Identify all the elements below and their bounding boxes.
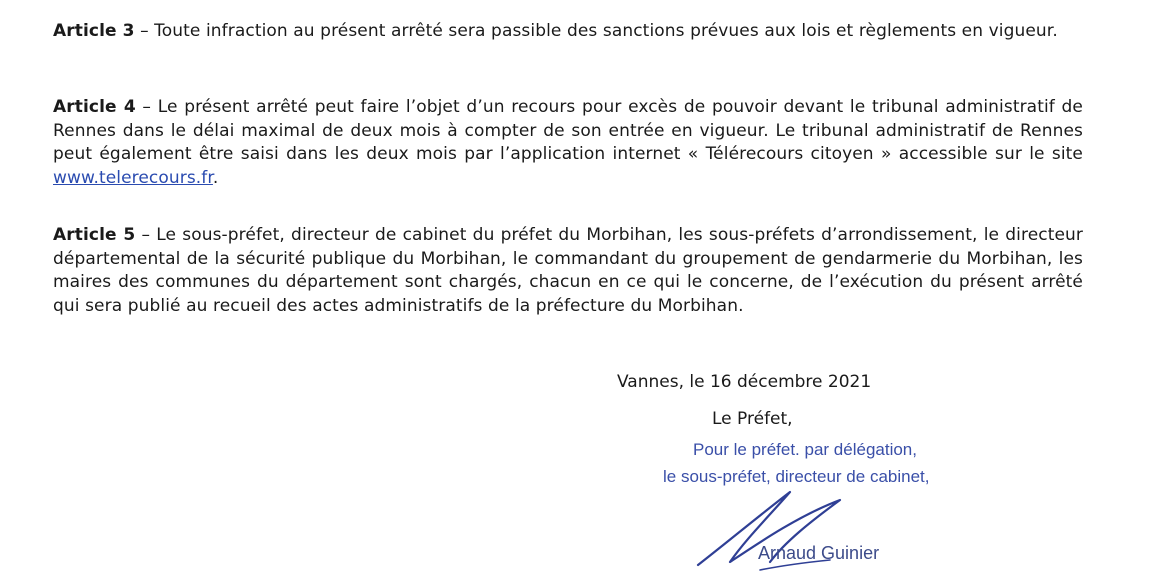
article-4 bbox=[53, 96, 1083, 190]
signatory-name: Arnaud Guinier bbox=[758, 543, 880, 563]
article-3-heading: Article 3 bbox=[53, 21, 135, 41]
article-5-text: – Le sous-préfet, directeur de cabinet du préfet du Morbihan, les sous-préfets d’arrondissement, le directeur départemental de la sécurité publique du Morbihan, le commandant du groupement de gendarmerie du Morbihan, les maires des communes du département sont chargés, chacun en ce qui le concerne, de l’exécution du présent arrêté qui sera publié au recueil des actes administratifs de la préfecture du Morbihan. bbox=[53, 225, 1083, 316]
article-4-heading: Article 4 bbox=[53, 97, 136, 117]
article-5 bbox=[53, 224, 1083, 318]
telerecours-link[interactable]: www.telerecours.fr bbox=[53, 167, 213, 188]
place-date: Vannes, le 16 décembre 2021 bbox=[617, 372, 872, 392]
delegation-stamp-line1: Pour le préfet. par délégation, bbox=[693, 440, 917, 459]
prefet-title: Le Préfet, bbox=[712, 409, 793, 429]
article-5-heading: Article 5 bbox=[53, 225, 136, 245]
delegation-stamp-line2: le sous-préfet, directeur de cabinet, bbox=[663, 467, 930, 486]
article-3 bbox=[53, 20, 1083, 44]
article-3-text: – Toute infraction au présent arrêté sera passible des sanctions prévues aux lois et règlements en vigueur. bbox=[134, 21, 1058, 41]
article-4-end: . bbox=[212, 167, 219, 188]
article-4-text: – Le présent arrêté peut faire l’objet d’un recours pour excès de pouvoir devant le tribunal administratif de Rennes dans le délai maximal de deux mois à compter de son entrée en vigueur. Le tribunal administratif de Rennes peut également être saisi dans les deux mois par l’application internet « Télérecours citoyen » accessible sur le site bbox=[53, 97, 1083, 164]
